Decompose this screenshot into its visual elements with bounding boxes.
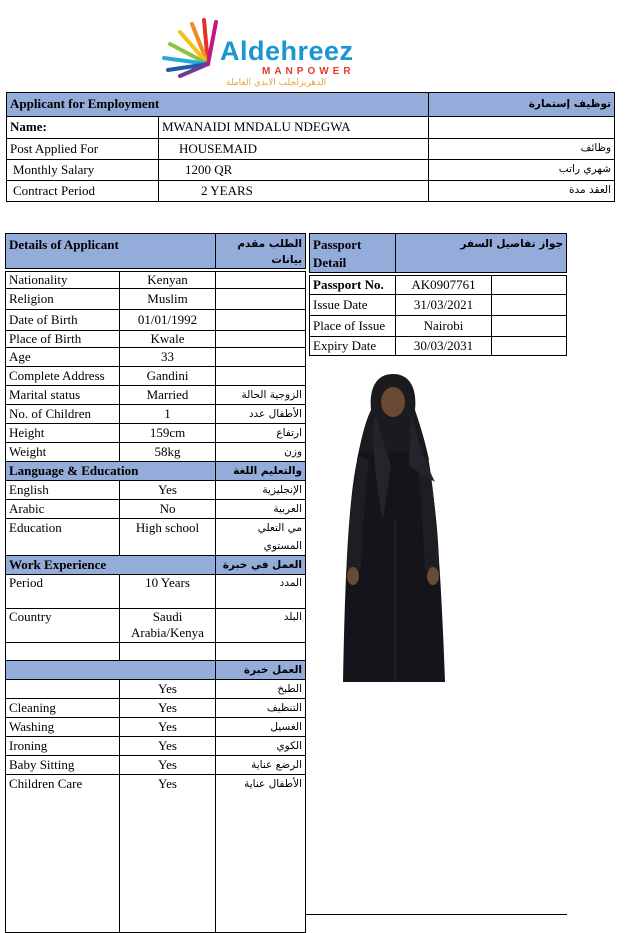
empty-cell	[492, 276, 567, 295]
cleaning-value: Yes	[120, 699, 216, 718]
ironing-value: Yes	[120, 737, 216, 756]
address-value: Gandini	[120, 367, 216, 386]
childcare-label: Children Care	[6, 775, 120, 933]
address-label: Complete Address	[6, 367, 120, 386]
logo-arabic: الدهريزلجلب الايدي العاملة	[226, 78, 327, 88]
skills-title-ar: العمل خبرة	[216, 661, 306, 680]
table-row	[6, 756, 306, 775]
empty-cell	[492, 337, 567, 356]
table-row	[6, 405, 306, 424]
marital-label: Marital status	[6, 386, 120, 405]
english-label: English	[6, 481, 120, 500]
children-value: 1	[120, 405, 216, 424]
children-label: No. of Children	[6, 405, 120, 424]
cleaning-label: Cleaning	[6, 699, 120, 718]
post-value: HOUSEMAID	[159, 139, 429, 160]
weight-ar: وزن	[216, 443, 306, 462]
table-row	[6, 680, 306, 699]
period-label: Period	[6, 575, 120, 609]
table-row	[6, 737, 306, 756]
table-row	[7, 117, 615, 139]
table-row	[6, 424, 306, 443]
childcare-ar: الأطفال عناية	[216, 775, 306, 933]
washing-label: Washing	[6, 718, 120, 737]
cooking-ar: الطبخ	[216, 680, 306, 699]
height-value: 159cm	[120, 424, 216, 443]
contract-ar: العقد مدة	[429, 181, 615, 202]
work-title: Work Experience	[6, 556, 216, 575]
period-ar: المدد	[216, 575, 306, 609]
employment-table	[6, 92, 615, 202]
empty-cell	[492, 316, 567, 337]
washing-value: Yes	[120, 718, 216, 737]
table-row	[6, 367, 306, 386]
arabic-value: No	[120, 500, 216, 519]
table-row	[310, 316, 567, 337]
logo-burst-icon	[158, 14, 224, 80]
dob-label: Date of Birth	[6, 310, 120, 331]
table-row	[6, 289, 306, 310]
passport-no-label: Passport No.	[310, 276, 396, 295]
country-value: Saudi Arabia/Kenya	[120, 609, 216, 643]
logo-subtitle: MANPOWER	[262, 66, 355, 77]
address-ar	[216, 367, 306, 386]
applicant-details-table	[5, 233, 306, 933]
employment-title-ar: توظيف إستمارة	[429, 93, 615, 117]
table-row	[6, 575, 306, 609]
pob-ar	[216, 331, 306, 348]
language-title: Language & Education	[6, 462, 216, 481]
table-row	[6, 609, 306, 643]
empty-cell	[216, 643, 306, 661]
education-ar: مي التعلي المستوي	[216, 519, 306, 556]
age-label: Age	[6, 348, 120, 367]
empty-cell	[120, 643, 216, 661]
bottom-rule	[305, 914, 567, 915]
age-value: 33	[120, 348, 216, 367]
post-label: Post Applied For	[7, 139, 159, 160]
passport-title: Passport Detail	[310, 234, 396, 273]
english-ar: الإنجليزية	[216, 481, 306, 500]
issue-date-value: 31/03/2021	[396, 295, 492, 316]
passport-table	[309, 233, 567, 356]
post-ar: وظائف	[429, 139, 615, 160]
nationality-label: Nationality	[6, 272, 120, 289]
salary-label: Monthly Salary	[7, 160, 159, 181]
pob-value: Kwale	[120, 331, 216, 348]
babysitting-ar: الرضع عناية	[216, 756, 306, 775]
table-row	[6, 310, 306, 331]
age-ar	[216, 348, 306, 367]
nationality-value: Kenyan	[120, 272, 216, 289]
height-ar: ارتفاع	[216, 424, 306, 443]
weight-value: 58kg	[120, 443, 216, 462]
education-value: High school	[120, 519, 216, 556]
issue-date-label: Issue Date	[310, 295, 396, 316]
ironing-ar: الكوي	[216, 737, 306, 756]
country-ar: البلد	[216, 609, 306, 643]
applicant-photo	[335, 370, 450, 685]
table-row	[6, 272, 306, 289]
table-row	[6, 386, 306, 405]
logo-brand: Aldehreez	[220, 36, 354, 66]
children-ar: الأطفال عدد	[216, 405, 306, 424]
table-row	[7, 139, 615, 160]
language-title-ar: والتعليم اللغة	[216, 462, 306, 481]
weight-label: Weight	[6, 443, 120, 462]
dob-value: 01/01/1992	[120, 310, 216, 331]
empty-cell	[492, 295, 567, 316]
employment-title: Applicant for Employment	[7, 93, 429, 117]
marital-value: Married	[120, 386, 216, 405]
expiry-date-label: Expiry Date	[310, 337, 396, 356]
empty-cell	[6, 643, 120, 661]
table-row	[6, 481, 306, 500]
arabic-label: Arabic	[6, 500, 120, 519]
table-row	[6, 500, 306, 519]
expiry-date-value: 30/03/2031	[396, 337, 492, 356]
table-row	[310, 337, 567, 356]
table-row	[6, 519, 306, 556]
table-row	[310, 295, 567, 316]
table-row	[6, 775, 306, 933]
place-of-issue-label: Place of Issue	[310, 316, 396, 337]
contract-label: Contract Period	[7, 181, 159, 202]
dob-ar	[216, 310, 306, 331]
cooking-label	[6, 680, 120, 699]
place-of-issue-value: Nairobi	[396, 316, 492, 337]
cleaning-ar: التنظيف	[216, 699, 306, 718]
passport-title-ar: جواز تفاصيل السفر	[396, 234, 567, 273]
height-label: Height	[6, 424, 120, 443]
ironing-label: Ironing	[6, 737, 120, 756]
salary-value: 1200 QR	[159, 160, 429, 181]
table-row	[6, 718, 306, 737]
table-row	[6, 331, 306, 348]
pob-label: Place of Birth	[6, 331, 120, 348]
contract-value: 2 YEARS	[159, 181, 429, 202]
country-label: Country	[6, 609, 120, 643]
table-row	[7, 181, 615, 202]
babysitting-label: Baby Sitting	[6, 756, 120, 775]
name-value: MWANAIDI MNDALU NDEGWA	[159, 117, 429, 139]
babysitting-value: Yes	[120, 756, 216, 775]
cooking-value: Yes	[120, 680, 216, 699]
nationality-ar	[216, 272, 306, 289]
salary-ar: شهري راتب	[429, 160, 615, 181]
table-row	[6, 699, 306, 718]
table-row	[6, 348, 306, 367]
religion-label: Religion	[6, 289, 120, 310]
company-logo	[158, 14, 408, 94]
washing-ar: الغسيل	[216, 718, 306, 737]
religion-ar	[216, 289, 306, 310]
passport-no-value: AK0907761	[396, 276, 492, 295]
table-row	[7, 160, 615, 181]
name-ar	[429, 117, 615, 139]
arabic-ar: العربية	[216, 500, 306, 519]
details-title: Details of Applicant	[6, 234, 216, 269]
table-row	[310, 276, 567, 295]
skills-header-blank	[6, 661, 216, 680]
marital-ar: الزوجية الحالة	[216, 386, 306, 405]
religion-value: Muslim	[120, 289, 216, 310]
childcare-value: Yes	[120, 775, 216, 933]
name-label: Name:	[7, 117, 159, 139]
education-label: Education	[6, 519, 120, 556]
period-value: 10 Years	[120, 575, 216, 609]
details-title-ar: الطلب مقدم بيانات	[216, 234, 306, 269]
work-title-ar: العمل في خبرة	[216, 556, 306, 575]
english-value: Yes	[120, 481, 216, 500]
table-row	[6, 643, 306, 661]
table-row	[6, 443, 306, 462]
